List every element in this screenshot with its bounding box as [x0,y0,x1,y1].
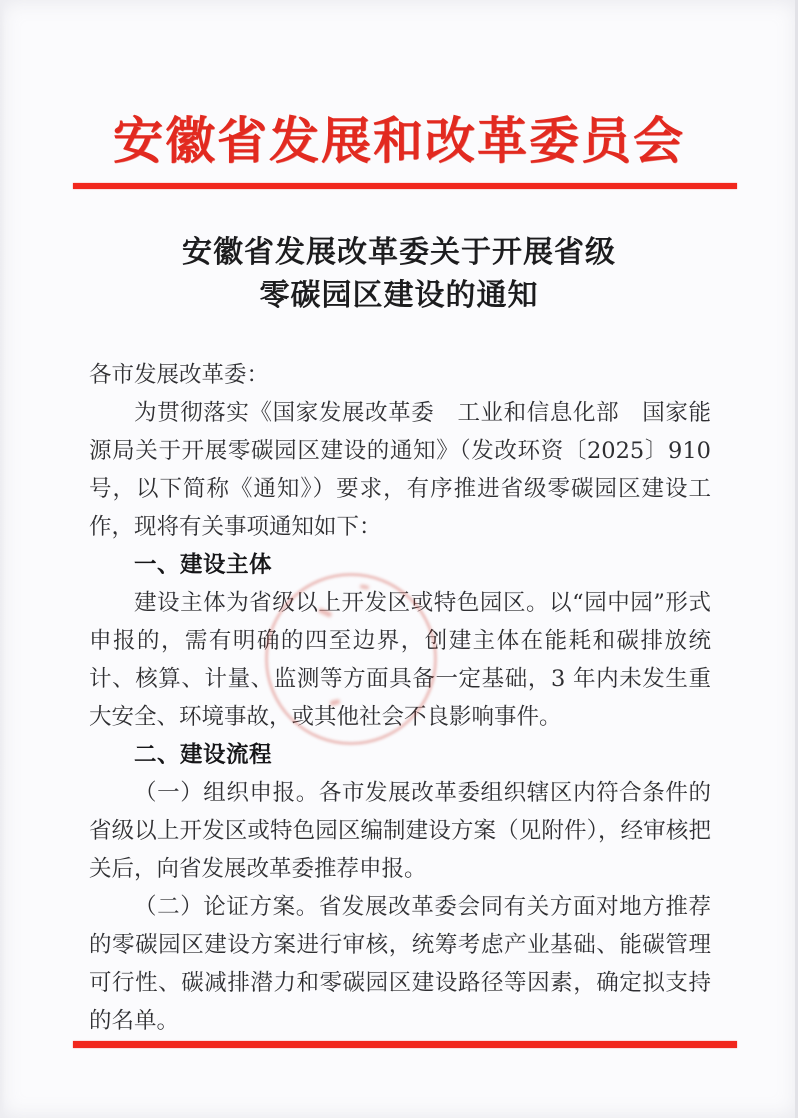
document-title [0,231,798,317]
section-2-item-1: （一）组织申报。各市发展改革委组织辖区内符合条件的省级以上开发区或特色园区编制建设方案（见附件），经审核把关后，向省发展改革委推荐申报。 [89,780,711,882]
next-page-red-rule [73,1041,737,1048]
section-1-paragraph: 建设主体为省级以上开发区或特色园区。以“园中园”形式申报的，需有明确的四至边界，创建主体在能耗和碳排放统计、核算、计量、监测等方面具备一定基础，3 年内未发生重大安全、环境事故，或其他社会不良影响事件。 [89,590,711,730]
salutation: 各市发展改革委： [89,362,270,388]
section-1-heading: 一、建设主体 [134,552,273,578]
section-2-item-2: （二）论证方案。省发展改革委会同有关方面对地方推荐的零碳园区建设方案进行审核，统筹考虑产业基础、能碳管理可行性、碳减排潜力和零碳园区建设路径等因素，确定拟支持的名单。 [89,894,711,1034]
letterhead-org-name: 安徽省发展和改革委员会 [113,111,685,170]
section-2-heading: 二、建设流程 [134,742,273,768]
document-title-line2: 零碳园区建设的通知 [259,278,539,313]
letterhead-red-rule [73,183,737,189]
document-title-line1: 安徽省发展改革委关于开展省级 [182,235,616,270]
intro-paragraph: 为贯彻落实《国家发展改革委 工业和信息化部 国家能源局关于开展零碳园区建设的通知》（发改环资〔2025〕910 号，以下简称《通知》）要求，有序推进省级零碳园区建设工作，现将有关事项通知如下： [89,400,711,540]
document-body [89,356,711,1040]
